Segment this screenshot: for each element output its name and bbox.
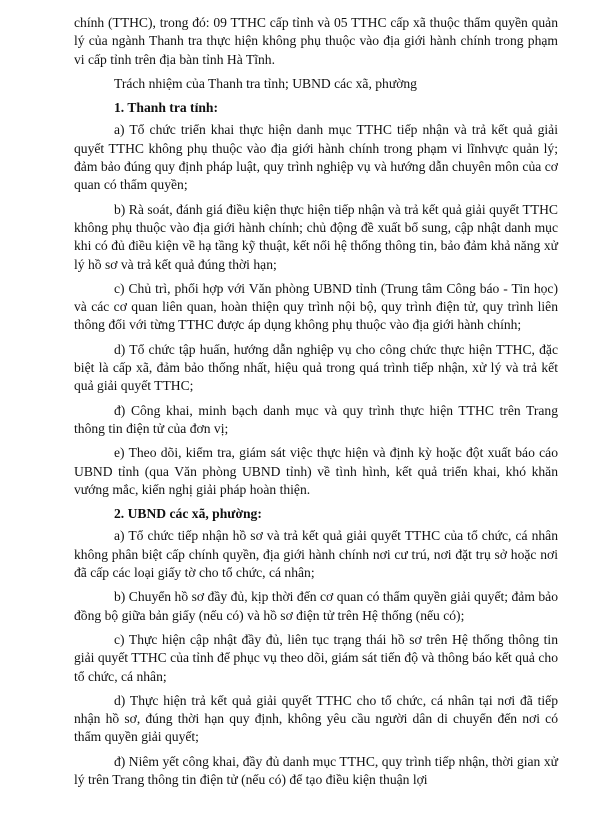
- section-item: đ) Niêm yết công khai, đầy đủ danh mục TTHC, quy trình tiếp nhận, thời gian xử lý trên Trang thông tin điện tử (nếu có) để tạo điều kiện thuận lợi: [74, 753, 558, 787]
- section-item: a) Tổ chức tiếp nhận hồ sơ và trả kết quả giải quyết TTHC của tổ chức, cá nhân không phân biệt cấp chính quyền, địa giới hành chính nơi cư trú, nơi đặt trụ sở hoặc nơi đã cấp các loại giấy tờ cho tổ chức, cá nhân;: [74, 528, 558, 581]
- section-heading-communes: 2. UBND các xã, phường:: [114, 506, 262, 522]
- section-item: b) Chuyển hồ sơ đầy đủ, kịp thời đến cơ quan có thẩm quyền giải quyết; đảm bảo đồng bộ giữa bản giấy (nếu có) và hồ sơ điện tử trên Hệ thống (nếu có);: [74, 589, 558, 623]
- section-item: d) Thực hiện trả kết quả giải quyết TTHC cho tổ chức, cá nhân tại nơi đã tiếp nhận hồ sơ, đúng thời hạn quy định, không yêu cầu người dân di chuyển đến nơi có thẩm quyền giải quyết;: [74, 692, 558, 745]
- section-item: b) Rà soát, đánh giá điều kiện thực hiện tiếp nhận và trả kết quả giải quyết TTHC không phụ thuộc vào địa giới hành chính; chủ động đề xuất bổ sung, cập nhật danh mục khi có đủ điều kiện về hạ tầng kỹ thuật, kết nối hệ thống thông tin, bảo đảm khả năng xử lý hồ sơ và trả kết quả đúng thời hạn;: [74, 201, 558, 272]
- responsibility-heading: Trách nhiệm của Thanh tra tỉnh; UBND các xã, phường: [114, 75, 417, 91]
- section-heading-inspectorate: 1. Thanh tra tỉnh:: [114, 100, 218, 116]
- section-item: đ) Công khai, minh bạch danh mục và quy trình thực hiện TTHC trên Trang thông tin điện tử của đơn vị;: [74, 402, 558, 436]
- document-page: [74, 14, 558, 795]
- section-item: a) Tổ chức triển khai thực hiện danh mục TTHC tiếp nhận và trả kết quả giải quyết TTHC không phụ thuộc vào địa giới hành chính trong phạm vi lĩnhvực quản lý; đảm bảo đúng quy định pháp luật, quy trình nghiệp vụ và hướng dẫn chuyên môn của cơ quan có thẩm quyền;: [74, 122, 558, 193]
- intro-paragraph: chính (TTHC), trong đó: 09 TTHC cấp tỉnh và 05 TTHC cấp xã thuộc thẩm quyền quản lý của ngành Thanh tra thực hiện không phụ thuộc vào địa giới hành chính trong phạm vi cấp tỉnh trên địa bàn tỉnh Hà Tĩnh.: [74, 15, 558, 67]
- section-item: c) Chủ trì, phối hợp với Văn phòng UBND tỉnh (Trung tâm Công báo - Tin học) và các cơ quan liên quan, hoàn thiện quy trình nội bộ, quy trình điện tử, quy trình liên thông đối với từng TTHC được áp dụng không phụ thuộc vào địa giới hành chính;: [74, 280, 558, 333]
- section-item: e) Theo dõi, kiểm tra, giám sát việc thực hiện và định kỳ hoặc đột xuất báo cáo UBND tỉnh (qua Văn phòng UBND tỉnh) về tình hình, kết quả triển khai, khó khăn vướng mắc, kiến nghị giải pháp hoàn thiện.: [74, 445, 558, 497]
- section-item: d) Tổ chức tập huấn, hướng dẫn nghiệp vụ cho công chức thực hiện TTHC, đặc biệt là cấp xã, đảm bảo thống nhất, hiệu quả trong quá trình tiếp nhận, xử lý và trả kết quả giải quyết TTHC;: [74, 341, 558, 394]
- section-item: c) Thực hiện cập nhật đầy đủ, liên tục trạng thái hồ sơ trên Hệ thống thông tin giải quyết TTHC của tỉnh để phục vụ theo dõi, giám sát tiến độ và thông báo kết quả cho tổ chức, cá nhân;: [74, 631, 558, 684]
